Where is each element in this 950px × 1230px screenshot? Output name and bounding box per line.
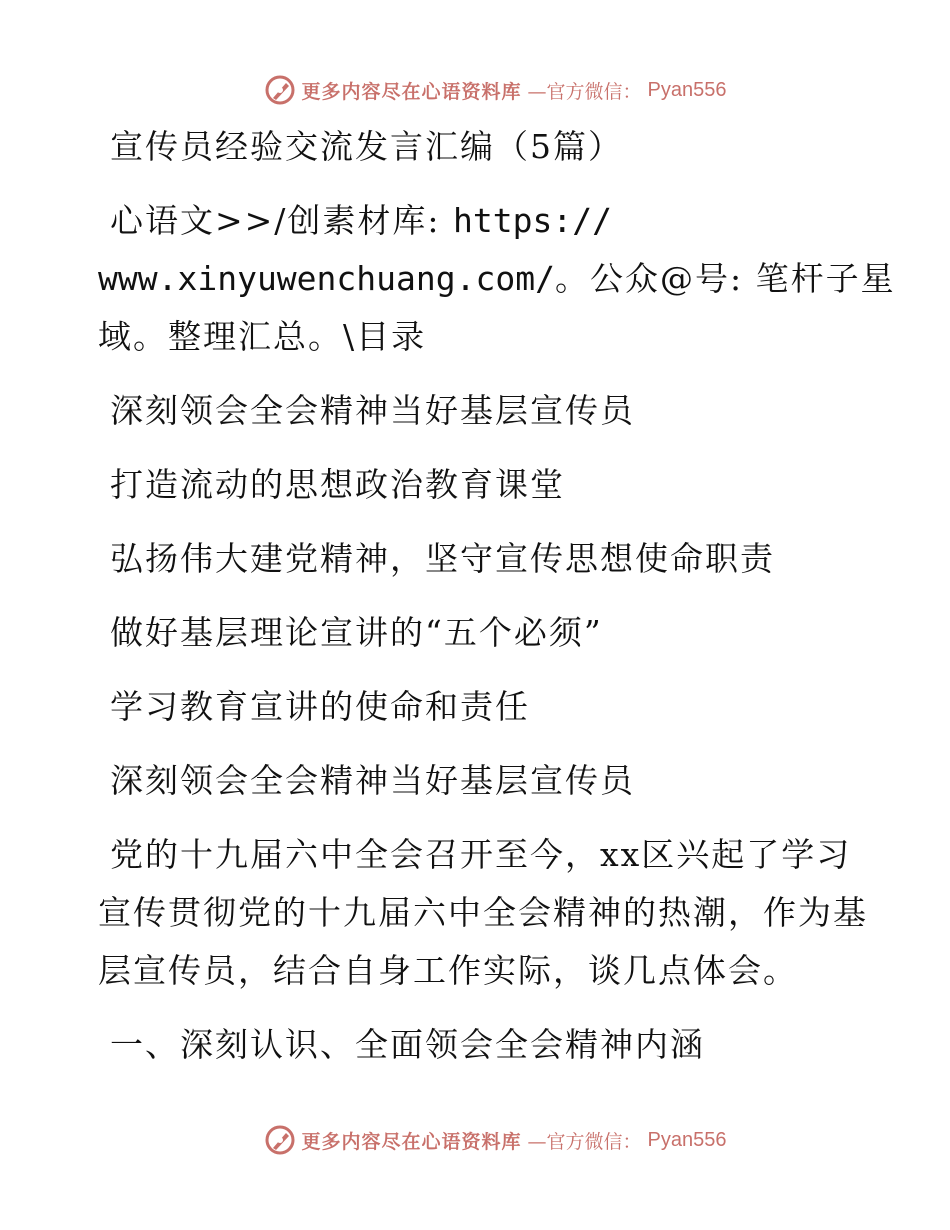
footer-banner-separator: —官方微信： bbox=[527, 1130, 642, 1153]
source-url-part-1: https:// bbox=[453, 201, 612, 240]
toc-item: 做好基层理论宣讲的“五个必须” bbox=[110, 613, 603, 652]
quill-logo-icon bbox=[264, 1124, 296, 1156]
source-line-3: 域。整理汇总。\目录 bbox=[98, 317, 427, 356]
source-line-2 bbox=[98, 250, 896, 308]
footer-banner bbox=[0, 1120, 950, 1160]
footer-banner-id: Pyan556 bbox=[647, 1128, 727, 1151]
paragraph-line: 宣传贯彻党的十九届六中全会精神的热潮，作为基 bbox=[98, 893, 868, 932]
document-body bbox=[98, 120, 896, 1074]
source-url-part-2: www.xinyuwenchuang.com/ bbox=[98, 259, 555, 298]
header-banner bbox=[0, 70, 950, 110]
toc-item: 学习教育宣讲的使命和责任 bbox=[110, 687, 530, 726]
paragraph-line: 层宣传员，结合自身工作实际，谈几点体会。 bbox=[98, 951, 798, 990]
header-banner-separator: —官方微信： bbox=[527, 80, 642, 103]
header-banner-id: Pyan556 bbox=[647, 78, 727, 101]
source-suffix-1: 。公众@号: 笔杆子星 bbox=[554, 259, 896, 298]
heading-1: 一、深刻认识、全面领会全会精神内涵 bbox=[110, 1025, 705, 1064]
paragraph-line: 党的十九届六中全会召开至今，xx区兴起了学习 bbox=[110, 835, 852, 874]
toc-item: 打造流动的思想政治教育课堂 bbox=[110, 465, 565, 504]
footer-banner-text: 更多内容尽在心语资料库 bbox=[301, 1130, 522, 1153]
quill-logo-icon bbox=[264, 74, 296, 106]
header-banner-inner bbox=[264, 74, 727, 106]
header-banner-text: 更多内容尽在心语资料库 bbox=[301, 80, 522, 103]
document-title: 宣传员经验交流发言汇编（5篇） bbox=[110, 127, 623, 166]
footer-banner-inner bbox=[264, 1124, 727, 1156]
toc-item: 深刻领会全会精神当好基层宣传员 bbox=[110, 391, 635, 430]
section-title: 深刻领会全会精神当好基层宣传员 bbox=[110, 761, 635, 800]
source-prefix: 心语文>>/创素材库: bbox=[110, 201, 454, 240]
source-line-1 bbox=[98, 192, 858, 250]
toc-item: 弘扬伟大建党精神，坚守宣传思想使命职责 bbox=[110, 539, 775, 578]
